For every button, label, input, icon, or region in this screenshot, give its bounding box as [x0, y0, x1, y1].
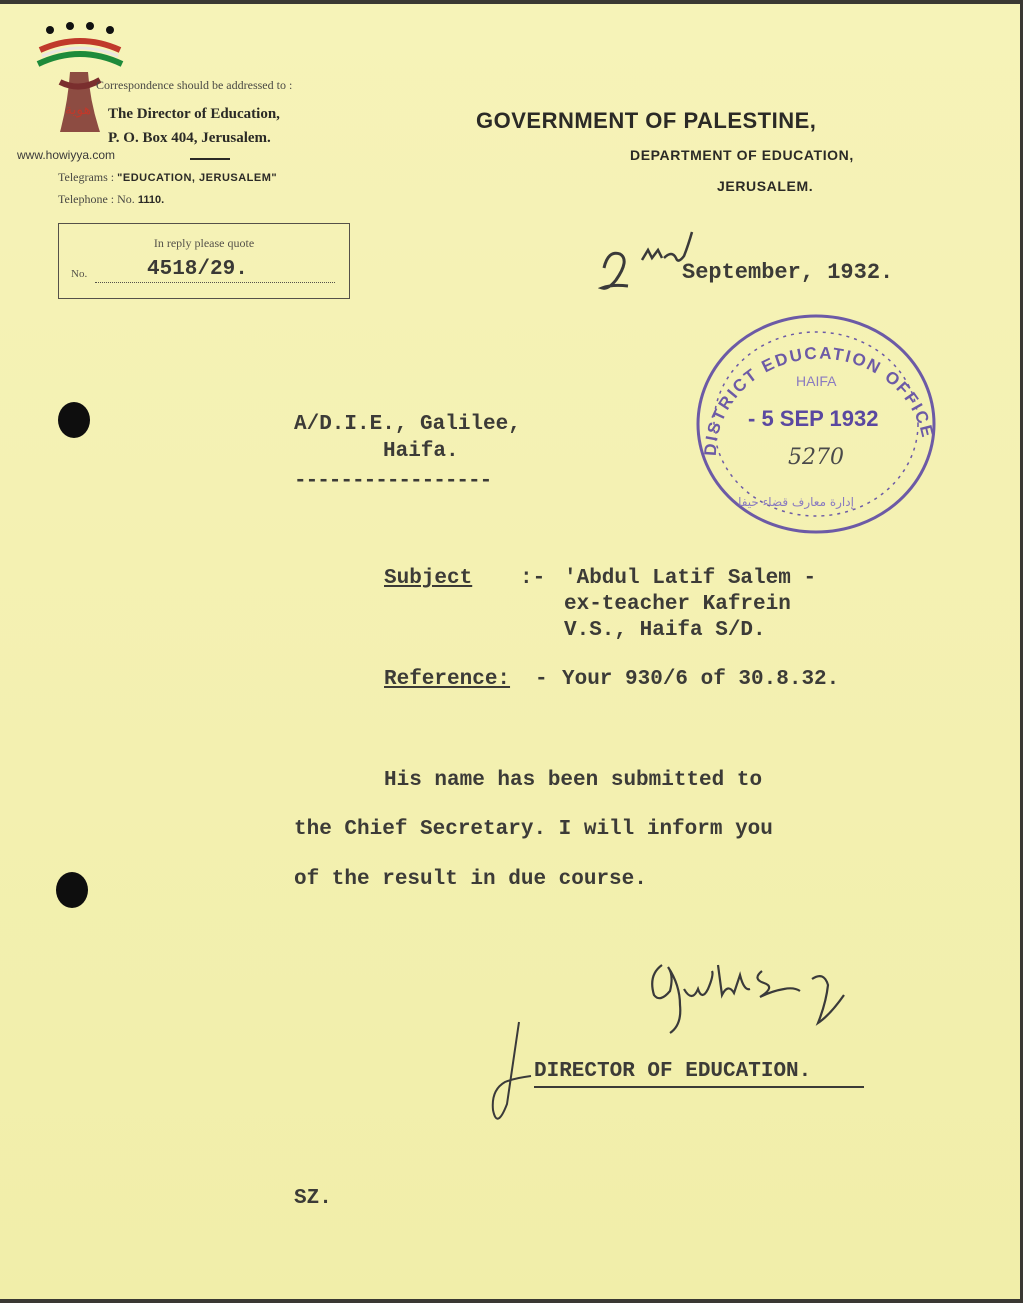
stamp-date: - 5 SEP 1932	[748, 406, 879, 431]
punch-hole-lower	[56, 872, 88, 908]
signatory-title: DIRECTOR OF EDUCATION.	[534, 1060, 812, 1083]
signatory-underline	[534, 1086, 864, 1088]
reference-number: 4518/29.	[147, 258, 248, 281]
subject-separator: :-	[520, 567, 546, 590]
subject-line-3: V.S., Haifa S/D.	[564, 619, 766, 642]
telephone-label: Telephone : No.	[58, 192, 135, 206]
svg-text:DISTRICT EDUCATION OFFICE	[701, 344, 938, 457]
telegrams-label: Telegrams :	[58, 170, 115, 184]
subject-line-2: ex-teacher Kafrein	[564, 593, 791, 616]
body-line-3: of the result in due course.	[294, 868, 647, 891]
telegrams-value: "EDUCATION, JERUSALEM"	[117, 172, 278, 184]
reference-separator: -	[535, 668, 548, 691]
reply-dotted-line	[95, 282, 335, 283]
scan-edge-top	[0, 0, 1023, 4]
recipient-line-1: A/D.I.E., Galilee,	[294, 413, 521, 436]
watermark-url[interactable]: www.howiyya.com	[17, 148, 116, 162]
reply-quote-label: In reply please quote	[153, 236, 255, 250]
stamp-ring-text: DISTRICT EDUCATION OFFICE	[700, 343, 938, 457]
city-heading: JERUSALEM.	[717, 178, 814, 194]
reply-no-label: No.	[71, 268, 88, 280]
typist-initials: SZ.	[294, 1187, 332, 1210]
reply-quote-box	[58, 223, 350, 299]
punch-hole-upper	[58, 402, 90, 438]
body-line-1: His name has been submitted to	[384, 769, 763, 792]
reference-value: Your 930/6 of 30.8.32.	[562, 668, 840, 691]
telegrams-line	[58, 170, 277, 185]
subject-line-1: 'Abdul Latif Salem -	[564, 567, 817, 590]
telephone-value: 1110.	[137, 194, 165, 206]
correspondence-note: Correspondence should be addressed to :	[96, 78, 293, 92]
director-address: The Director of Education,	[108, 106, 280, 122]
government-heading: GOVERNMENT OF PALESTINE,	[476, 108, 817, 133]
telephone-line	[58, 192, 164, 207]
reference-label: Reference:	[384, 668, 511, 691]
subject-label-text: Subject	[384, 567, 473, 590]
body-line-2: the Chief Secretary. I will inform you	[294, 818, 773, 841]
stamp-place: HAIFA	[796, 373, 837, 389]
scan-edge-bottom	[0, 1299, 1023, 1303]
subject-label	[384, 567, 472, 590]
letterhead-divider	[190, 158, 230, 160]
svg-text:هوية: هوية	[64, 102, 92, 118]
po-box: P. O. Box 404, Jerusalem.	[108, 130, 271, 146]
recipient-line-2: Haifa.	[383, 440, 459, 463]
stamp-arabic: إدارة معارف قضاء حيفا	[738, 495, 854, 509]
handwritten-signature	[640, 945, 870, 1035]
letter-date: September, 1932.	[682, 260, 894, 285]
department-heading: DEPARTMENT OF EDUCATION,	[630, 147, 854, 163]
stamp-number: 5270	[788, 445, 844, 470]
district-education-office-stamp	[692, 306, 940, 542]
recipient-underline: -----------------	[294, 470, 492, 493]
